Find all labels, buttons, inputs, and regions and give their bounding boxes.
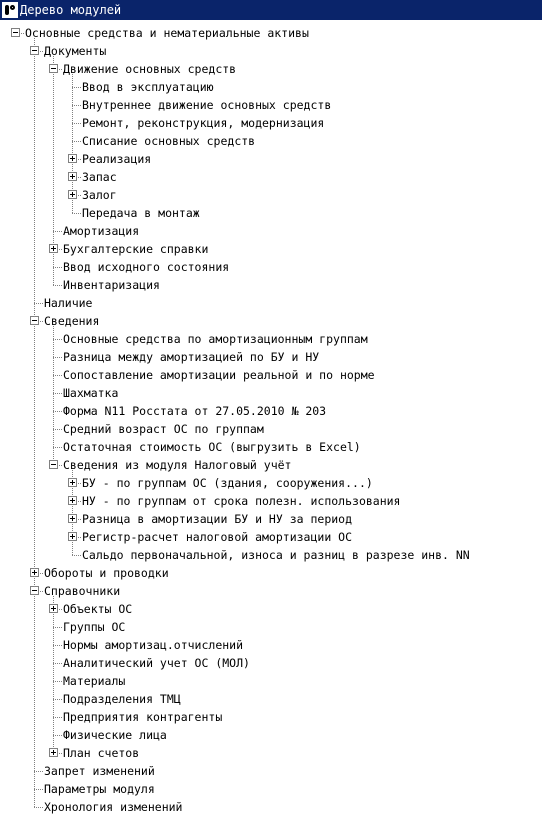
tree-branch-line [72, 105, 81, 106]
tree-node-label: Группы ОС [63, 620, 126, 634]
tree-node-label: Параметры модуля [44, 782, 155, 796]
tree-node-label: Разница между амортизацией по БУ и НУ [63, 350, 320, 364]
expand-icon[interactable] [49, 748, 58, 757]
tree-node-label: Ремонт, реконструкция, модернизация [82, 116, 325, 130]
tree-node-label: Сопоставление амортизации реальной и по норме [63, 368, 375, 382]
tree-node[interactable] [0, 312, 542, 330]
expand-icon[interactable] [68, 496, 77, 505]
tree-node-label: Основные средства и нематериальные активы [25, 26, 309, 40]
tree-node[interactable] [0, 114, 542, 132]
collapse-icon[interactable] [30, 46, 39, 55]
tree-node[interactable] [0, 24, 542, 42]
expand-icon[interactable] [49, 604, 58, 613]
tree-branch-line [53, 717, 62, 718]
tree-node[interactable] [0, 78, 542, 96]
collapse-icon[interactable] [49, 64, 58, 73]
tree-node[interactable] [0, 546, 542, 564]
expand-icon[interactable] [30, 568, 39, 577]
tree-branch-line [53, 357, 62, 358]
tree-branch-line [53, 699, 62, 700]
tree-branch-line [72, 555, 81, 556]
tree-node[interactable] [0, 492, 542, 510]
expand-icon[interactable] [68, 514, 77, 523]
tree-branch-line [53, 429, 62, 430]
tree-node[interactable] [0, 258, 542, 276]
tree-branch-line [53, 645, 62, 646]
tree-node[interactable] [0, 654, 542, 672]
tree-node-label: Сведения из модуля Налоговый учёт [63, 458, 292, 472]
tree-node-label: Нормы амортизац.отчислений [63, 638, 244, 652]
tree-branch-line [53, 627, 62, 628]
tree-node[interactable] [0, 96, 542, 114]
tree-node-label: План счетов [63, 746, 140, 760]
tree-node[interactable] [0, 330, 542, 348]
tree-branch-line [53, 411, 62, 412]
tree-node-label: Амортизация [63, 224, 140, 238]
tree-node-label: Запрет изменений [44, 764, 155, 778]
tree-node-label: Справочники [44, 584, 121, 598]
tree-node[interactable] [0, 186, 542, 204]
tree-node[interactable] [0, 222, 542, 240]
tree-node-label: Передача в монтаж [82, 206, 200, 220]
tree-node[interactable] [0, 438, 542, 456]
module-tree[interactable] [0, 20, 542, 818]
tree-node[interactable] [0, 420, 542, 438]
tree-node-label: Ввод исходного состояния [63, 260, 230, 274]
tree-node-label: Остаточная стоимость ОС (выгрузить в Excel) [63, 440, 361, 454]
tree-node[interactable] [0, 402, 542, 420]
tree-node[interactable] [0, 42, 542, 60]
tree-node-label: Форма N11 Росстата от 27.05.2010 № 203 [63, 404, 327, 418]
collapse-icon[interactable] [49, 460, 58, 469]
tree-node[interactable] [0, 294, 542, 312]
tree-node[interactable] [0, 618, 542, 636]
tree-node-label: НУ - по группам от срока полезн. использования [82, 494, 401, 508]
tree-node-label: Документы [44, 44, 107, 58]
tree-node-label: Сальдо первоначальной, износа и разниц в разрезе инв. NN [82, 548, 470, 562]
expand-icon[interactable] [68, 532, 77, 541]
tree-node[interactable] [0, 474, 542, 492]
tree-node-label: Внутреннее движение основных средств [82, 98, 332, 112]
tree-node-label: Аналитический учет ОС (МОЛ) [63, 656, 250, 670]
tree-node[interactable] [0, 798, 542, 816]
expand-icon[interactable] [68, 190, 77, 199]
tree-node-label: Сведения [44, 314, 100, 328]
expand-icon[interactable] [68, 478, 77, 487]
tree-node[interactable] [0, 762, 542, 780]
tree-node[interactable] [0, 780, 542, 798]
tree-node[interactable] [0, 60, 542, 78]
tree-branch-line [34, 789, 43, 790]
tree-node-label: Объекты ОС [63, 602, 133, 616]
tree-node-label: Ввод в эксплуатацию [82, 80, 214, 94]
tree-node-label: Предприятия контрагенты [63, 710, 223, 724]
collapse-icon[interactable] [30, 586, 39, 595]
tree-node-label: БУ - по группам ОС (здания, сооружения...) [82, 476, 373, 490]
tree-node[interactable] [0, 528, 542, 546]
tree-node-label: Списание основных средств [82, 134, 256, 148]
tree-node-label: Подразделения ТМЦ [63, 692, 181, 706]
tree-branch-line [34, 303, 43, 304]
tree-node-label: Залог [82, 188, 117, 202]
tree-node-label: Основные средства по амортизационным группам [63, 332, 368, 346]
tree-node[interactable] [0, 726, 542, 744]
tree-node-label: Бухгалтерские справки [63, 242, 209, 256]
tree-branch-line [53, 681, 62, 682]
tree-node[interactable] [0, 384, 542, 402]
tree-node-label: Шахматка [63, 386, 119, 400]
expand-icon[interactable] [49, 244, 58, 253]
tree-branch-line [72, 87, 81, 88]
tree-node[interactable] [0, 150, 542, 168]
tree-branch-line [53, 663, 62, 664]
tree-node-label: Хронология изменений [44, 800, 183, 814]
tree-node[interactable] [0, 600, 542, 618]
tree-node[interactable] [0, 132, 542, 150]
collapse-icon[interactable] [11, 28, 20, 37]
tree-node[interactable] [0, 366, 542, 384]
tree-branch-line [53, 735, 62, 736]
expand-icon[interactable] [68, 172, 77, 181]
tree-node[interactable] [0, 690, 542, 708]
tree-branch-line [72, 141, 81, 142]
tree-branch-line [53, 285, 62, 286]
tree-branch-line [72, 213, 81, 214]
tree-node-label: Инвентаризация [63, 278, 160, 292]
tree-node-label: Обороты и проводки [44, 566, 169, 580]
title-bar [0, 0, 542, 20]
tree-branch-line [53, 231, 62, 232]
tree-branch-line [34, 807, 43, 808]
tree-node-label: Физические лица [63, 728, 167, 742]
tree-node-label: Движение основных средств [63, 62, 237, 76]
tree-node[interactable] [0, 456, 542, 474]
tree-node-label: Реализация [82, 152, 152, 166]
tree-branch-line [53, 339, 62, 340]
tree-branch-line [53, 447, 62, 448]
tree-node[interactable] [0, 240, 542, 258]
expand-icon[interactable] [68, 154, 77, 163]
tree-node-label: Средний возраст ОС по группам [63, 422, 264, 436]
collapse-icon[interactable] [30, 316, 39, 325]
tree-node[interactable] [0, 168, 542, 186]
tree-node[interactable] [0, 708, 542, 726]
app-icon [2, 2, 18, 18]
tree-branch-line [72, 123, 81, 124]
tree-node[interactable] [0, 348, 542, 366]
tree-node-label: Регистр-расчет налоговой амортизации ОС [82, 530, 353, 544]
tree-branch-line [53, 393, 62, 394]
tree-node[interactable] [0, 276, 542, 294]
tree-node[interactable] [0, 204, 542, 222]
tree-branch-line [53, 267, 62, 268]
tree-node-label: Запас [82, 170, 117, 184]
tree-node[interactable] [0, 744, 542, 762]
tree-node[interactable] [0, 564, 542, 582]
tree-node[interactable] [0, 510, 542, 528]
tree-node[interactable] [0, 636, 542, 654]
tree-node[interactable] [0, 582, 542, 600]
tree-node[interactable] [0, 672, 542, 690]
tree-node-label: Разница в амортизации БУ и НУ за период [82, 512, 353, 526]
tree-branch-line [34, 771, 43, 772]
tree-node-label: Материалы [63, 674, 126, 688]
tree-node-label: Наличие [44, 296, 93, 310]
window-title: Дерево модулей [20, 3, 122, 17]
tree-branch-line [53, 375, 62, 376]
